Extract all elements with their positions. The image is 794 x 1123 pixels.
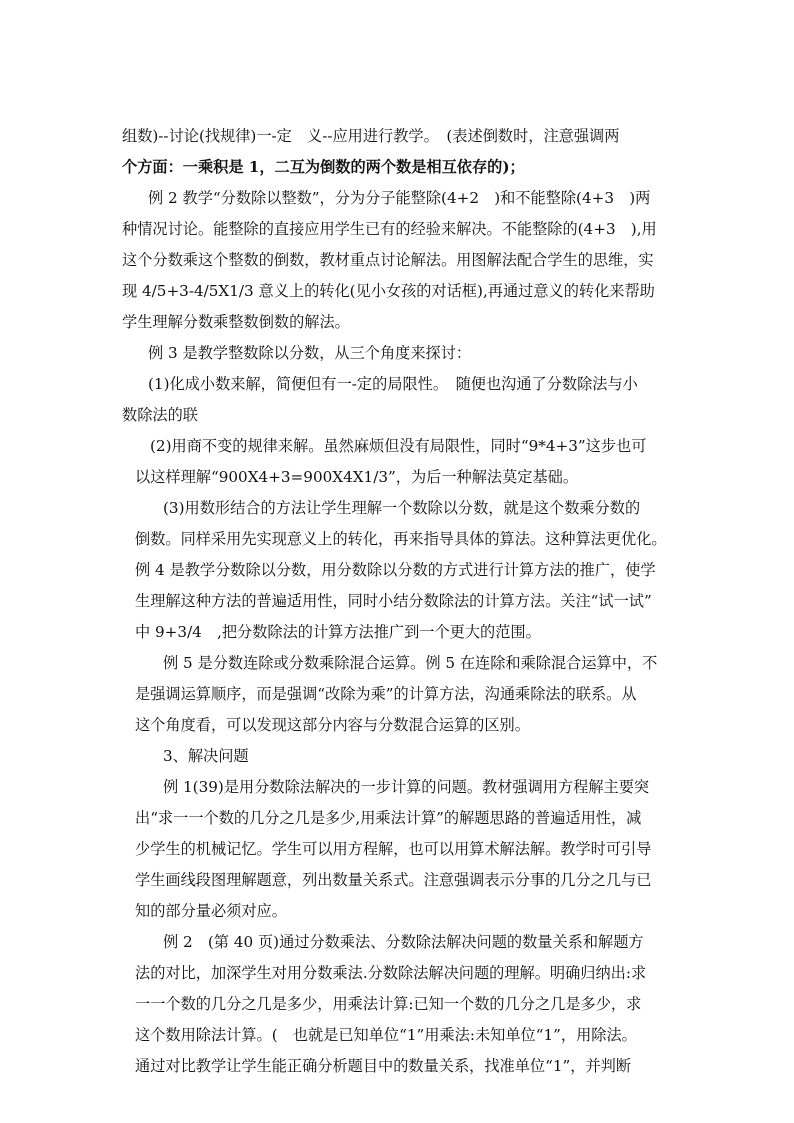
text-line: 例 4 是教学分数除以分数，用分数除以分数的方式进行计算方法的推广，使学	[135, 561, 656, 579]
text-line: 例 2 教学“分数除以整数”，分为分子能整除(4+2 )和不能整除(4+3 )两	[148, 189, 651, 207]
text-line: 倒数。同样采用先实现意义上的转化，再来指导具体的算法。这种算法更优化。	[135, 530, 667, 548]
text-line: 出“求一一个数的几分之几是多少,用乘法计算”的解题思路的普遍适用性，减	[135, 809, 642, 827]
text-line: 知的部分量必须对应。	[135, 902, 287, 920]
text-line: 这个角度看，可以发现这部分内容与分数混合运算的区别。	[135, 716, 530, 734]
text-line: 是强调运算顺序，而是强调“改除为乘”的计算方法，沟通乘除法的联系。从	[135, 685, 637, 703]
text-line-bold: 个方面：一乘积是 1，二互为倒数的两个数是相互依存的)；	[122, 158, 525, 176]
text-line: 这个数用除法计算。( 也就是已知单位“1”用乘法:未知单位“1”，用除法。	[135, 1026, 637, 1044]
text-line: 例 1(39)是用分数除法解决的一步计算的问题。教材强调用方程解主要突	[163, 778, 650, 796]
text-line: (3)用数形结合的方法让学生理解一个数除以分数，就是这个数乘分数的	[163, 499, 641, 517]
text-line: 学生理解分数乘整数倒数的解法。	[122, 313, 350, 331]
text-line: 法的对比，加深学生对用分数乘法.分数除法解决问题的理解。明确归纳出:求	[135, 964, 647, 982]
section-heading: 3、解决问题	[163, 747, 249, 765]
text-line: 例 3 是教学整数除以分数，从三个角度来探讨：	[148, 344, 472, 362]
text-line: 通过对比教学让学生能正确分析题目中的数量关系，找准单位“1”，并判断	[135, 1057, 632, 1075]
text-line: 数除法的联	[122, 406, 198, 424]
text-line: (1)化成小数来解，简便但有一-定的局限性。 随便也沟通了分数除法与小	[148, 375, 638, 393]
text-line: 以这样理解“900X4+3=900X4X1/3”，为后一种解法莫定基础。	[135, 468, 579, 486]
text-line: 少学生的机械记忆。学生可以用方程解，也可以用算术解法解。教学时可引导	[135, 840, 652, 858]
text-line: 例 2 (第 40 页)通过分数乘法、分数除法解决问题的数量关系和解题方	[163, 933, 644, 951]
text-line: 这个分数乘这个整数的倒数，教材重点讨论解法。用图解法配合学生的思维，实	[122, 251, 654, 269]
text-line: 一一个数的几分之几是多少，用乘法计算:已知一个数的几分之几是多少，求	[135, 995, 642, 1013]
text-line: 组数)--讨论(找规律)一-定 义--应用进行教学。 (表述倒数时，注意强调两	[122, 127, 620, 145]
text-line: 例 5 是分数连除或分数乘除混合运算。例 5 在连除和乘除混合运算中，不	[163, 654, 658, 672]
text-line: 种情况讨论。能整除的直接应用学生已有的经验来解决。不能整除的(4+3 ),用	[122, 220, 657, 238]
text-line: (2)用商不变的规律来解。虽然麻烦但没有局限性，同时“9*4+3”这步也可	[150, 437, 647, 455]
text-line: 现 4/5+3-4/5X1/3 意义上的转化(见小女孩的对话框),再通过意义的转化来帮助	[122, 282, 655, 300]
text-line: 中 9+3/4 ,把分数除法的计算方法推广到一个更大的范围。	[135, 623, 541, 641]
text-line: 学生画线段图理解题意，列出数量关系式。注意强调表示分事的几分之几与已	[135, 871, 652, 889]
text-line: 生理解这种方法的普遍适用性，同时小结分数除法的计算方法。关注“试一试”	[135, 592, 652, 610]
